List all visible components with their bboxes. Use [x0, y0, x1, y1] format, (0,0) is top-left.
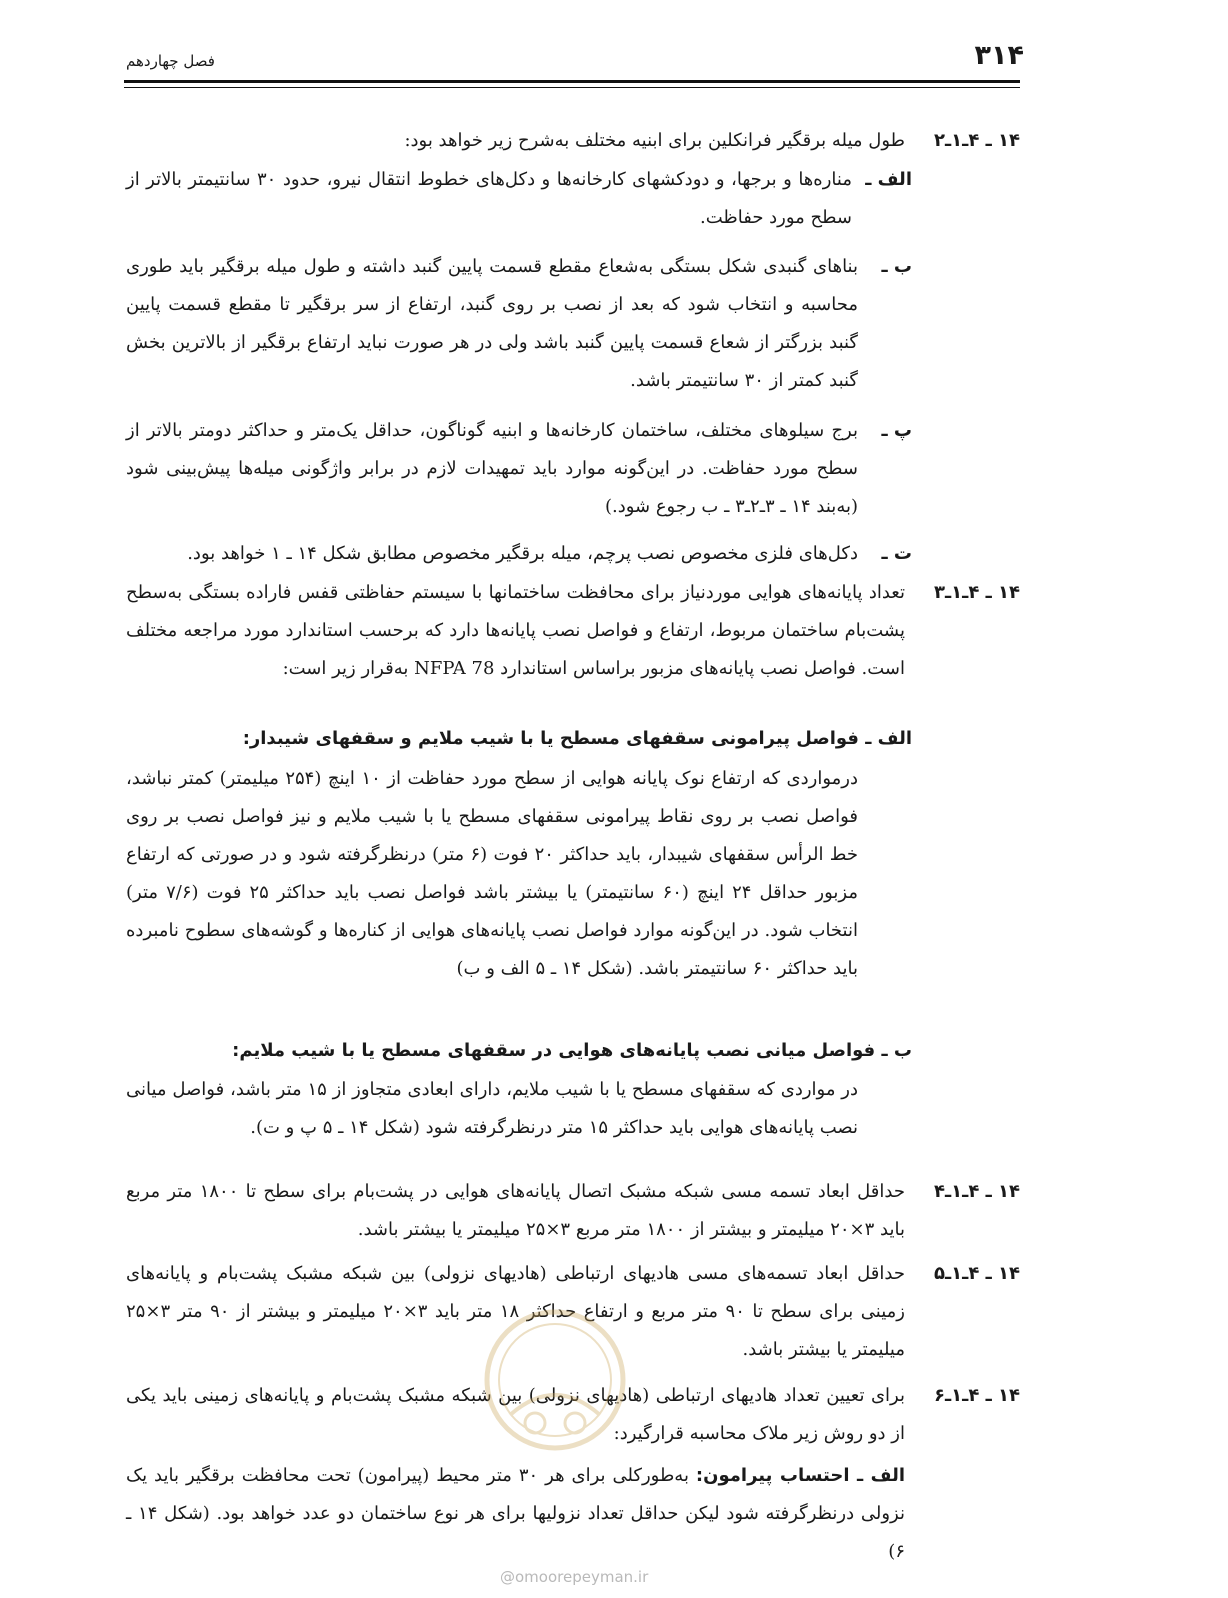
item-mark-alef: الف ـ	[865, 169, 912, 190]
section-number: ۱۴ ـ ۴ـ۱ـ۵	[934, 1263, 1020, 1284]
sub-heading-be: ب ـ فواصل میانی نصب پایانه‌های هوایی در سقفهای مسطح یا با شیب ملایم:	[232, 1040, 912, 1061]
item-mark-be: ب ـ	[881, 256, 912, 277]
item-mark-te: ت ـ	[881, 543, 912, 564]
item-text-te: دکل‌های فلزی مخصوص نصب پرچم، میله برقگیر مخصوص مطابق شکل ۱۴ ـ ۱ خواهد بود.	[187, 543, 858, 564]
header-rule-thick	[124, 80, 1020, 83]
sub-item-alef	[126, 1457, 905, 1571]
sub-item-lead: الف ـ احتساب پیرامون:	[695, 1465, 905, 1486]
chapter-title: فصل چهاردهم	[126, 52, 215, 70]
section-number: ۱۴ ـ ۴ـ۱ـ۲	[934, 130, 1020, 151]
watermark-seal	[480, 1305, 630, 1455]
section-text: حداقل ابعاد تسمه مسی شبکه مشبک اتصال پایانه‌های هوایی در پشت‌بام برای سطح تا ۱۸۰۰ متر مربع باید ۳×۲۰ میلیمتر و بیشتر از ۱۸۰۰ متر مربع ۳×۲۵ میلیمتر یا بیشتر باشد.	[126, 1181, 905, 1240]
item-text-pe: برج سیلوهای مختلف، ساختمان کارخانه‌ها و ابنیه گوناگون، حداقل یک‌متر و حداکثر دومتر بالاتر از سطح مورد حفاظت. در این‌گونه موارد باید تمهیدات لازم در برابر واژگونی میله‌ها پیش‌بینی شود (به‌بند ۱۴ ـ ۳ـ۲ـ۳ ـ ب رجوع شود.)	[126, 420, 858, 517]
item-mark-pe: پ ـ	[881, 420, 912, 441]
header-rule-thin	[124, 87, 1020, 88]
section-number: ۱۴ ـ ۴ـ۱ـ۶	[934, 1385, 1020, 1406]
sub-text-alef: درمواردی که ارتفاع نوک پایانه هوایی از سطح مورد حفاظت از ۱۰ اینچ (۲۵۴ میلیمتر) کمتر نباشد، فواصل نصب بر روی نقاط پیرامونی سقفهای مسطح یا با شیب ملایم و نیز فواصل نصب بر روی خط الرأس سقفهای شیبدار، باید حداکثر ۲۰ فوت (۶ متر) درنظرگرفته شود و در صورتی که ارتفاع مزبور حداقل ۲۴ اینچ (۶۰ سانتیمتر) یا بیشتر باشد فواصل نصب باید حداکثر ۲۵ فوت (۷/۶ متر) انتخاب شود. در این‌گونه موارد فواصل نصب پایانه‌های هوایی از کناره‌ها و گوشه‌های سطوح نامبرده باید حداکثر ۶۰ سانتیمتر باشد. (شکل ۱۴ ـ ۵ الف و ب)	[126, 768, 858, 979]
item-text-be: بناهای گنبدی شکل بستگی به‌شعاع مقطع قسمت پایین گنبد داشته و طول میله برقگیر باید طوری محاسبه و انتخاب شود که بعد از نصب بر روی گنبد، ارتفاع از سر برقگیر تا مقطع قسمت پایین گنبد بزرگتر از شعاع قسمت پایین گنبد باشد ولی در هر صورت نباید ارتفاع برقگیر از بالاترین بخش گنبد کمتر از ۳۰ سانتیمتر باشد.	[126, 256, 858, 391]
section-number: ۱۴ ـ ۴ـ۱ـ۴	[934, 1181, 1020, 1202]
sub-heading-alef: الف ـ فواصل پیرامونی سقفهای مسطح یا با شیب ملایم و سقفهای شیبدار:	[242, 728, 912, 749]
section-intro: طول میله برقگیر فرانکلین برای ابنیه مختلف به‌شرح زیر خواهد بود:	[404, 130, 905, 151]
item-text-alef: مناره‌ها و برجها، و دودکشهای کارخانه‌ها و دکل‌های خطوط انتقال نیرو، حدود ۳۰ سانتیمتر بالاتر از سطح مورد حفاظت.	[126, 169, 852, 228]
section-text: برای تعیین تعداد هادیهای ارتباطی (هادیهای نزولی) بین شبکه مشبک پشت‌بام و پایانه‌های زمینی باید یکی از دو روش زیر ملاک محاسبه قرار‌گیرد:	[126, 1385, 905, 1444]
sub-text-be: در مواردی که سقفهای مسطح یا با شیب ملایم، دارای ابعادی متجاوز از ۱۵ متر باشد، فواصل میانی نصب پایانه‌های هوایی باید حداکثر ۱۵ متر درنظرگرفته شود (شکل ۱۴ ـ ۵ پ و ت).	[126, 1079, 858, 1138]
section-intro: تعداد پایانه‌های هوایی موردنیاز برای محافظت ساختمانها با سیستم حفاظتی قفس فاراده بستگی به‌سطح پشت‌بام ساختمان مربوط، ارتفاع و فواصل نصب پایانه‌ها دارد که برحسب استاندارد مورد مراجعه مختلف است. فواصل نصب پایانه‌های مزبور براساس استاندارد NFPA 78 به‌قرار زیر است:	[126, 582, 905, 679]
section-text: حداقل ابعاد تسمه‌های مسی هادیهای ارتباطی (هادیهای نزولی) بین شبکه مشبک پشت‌بام و پایانه‌های زمینی برای سطح تا ۹۰ متر مربع و ارتفاع حداکثر ۱۸ متر باید ۳×۲۰ میلیمتر و بیشتر از ۹۰ متر ۳×۲۵ میلیمتر یا بیشتر باشد.	[126, 1263, 906, 1360]
watermark-text: @omoorepeyman.ir	[500, 1568, 649, 1586]
page-number: ۳۱۴	[974, 40, 1024, 71]
sub-item-text: به‌طورکلی برای هر ۳۰ متر محیط (پیرامون) تحت محافظت برقگیر باید یک نزولی درنظرگرفته شود لیکن حداقل تعداد نزولیها برای هر نوع ساختمان دو عدد خواهد بود. (شکل ۱۴ ـ ۶)	[126, 1465, 905, 1562]
section-number: ۱۴ ـ ۴ـ۱ـ۳	[934, 582, 1020, 603]
